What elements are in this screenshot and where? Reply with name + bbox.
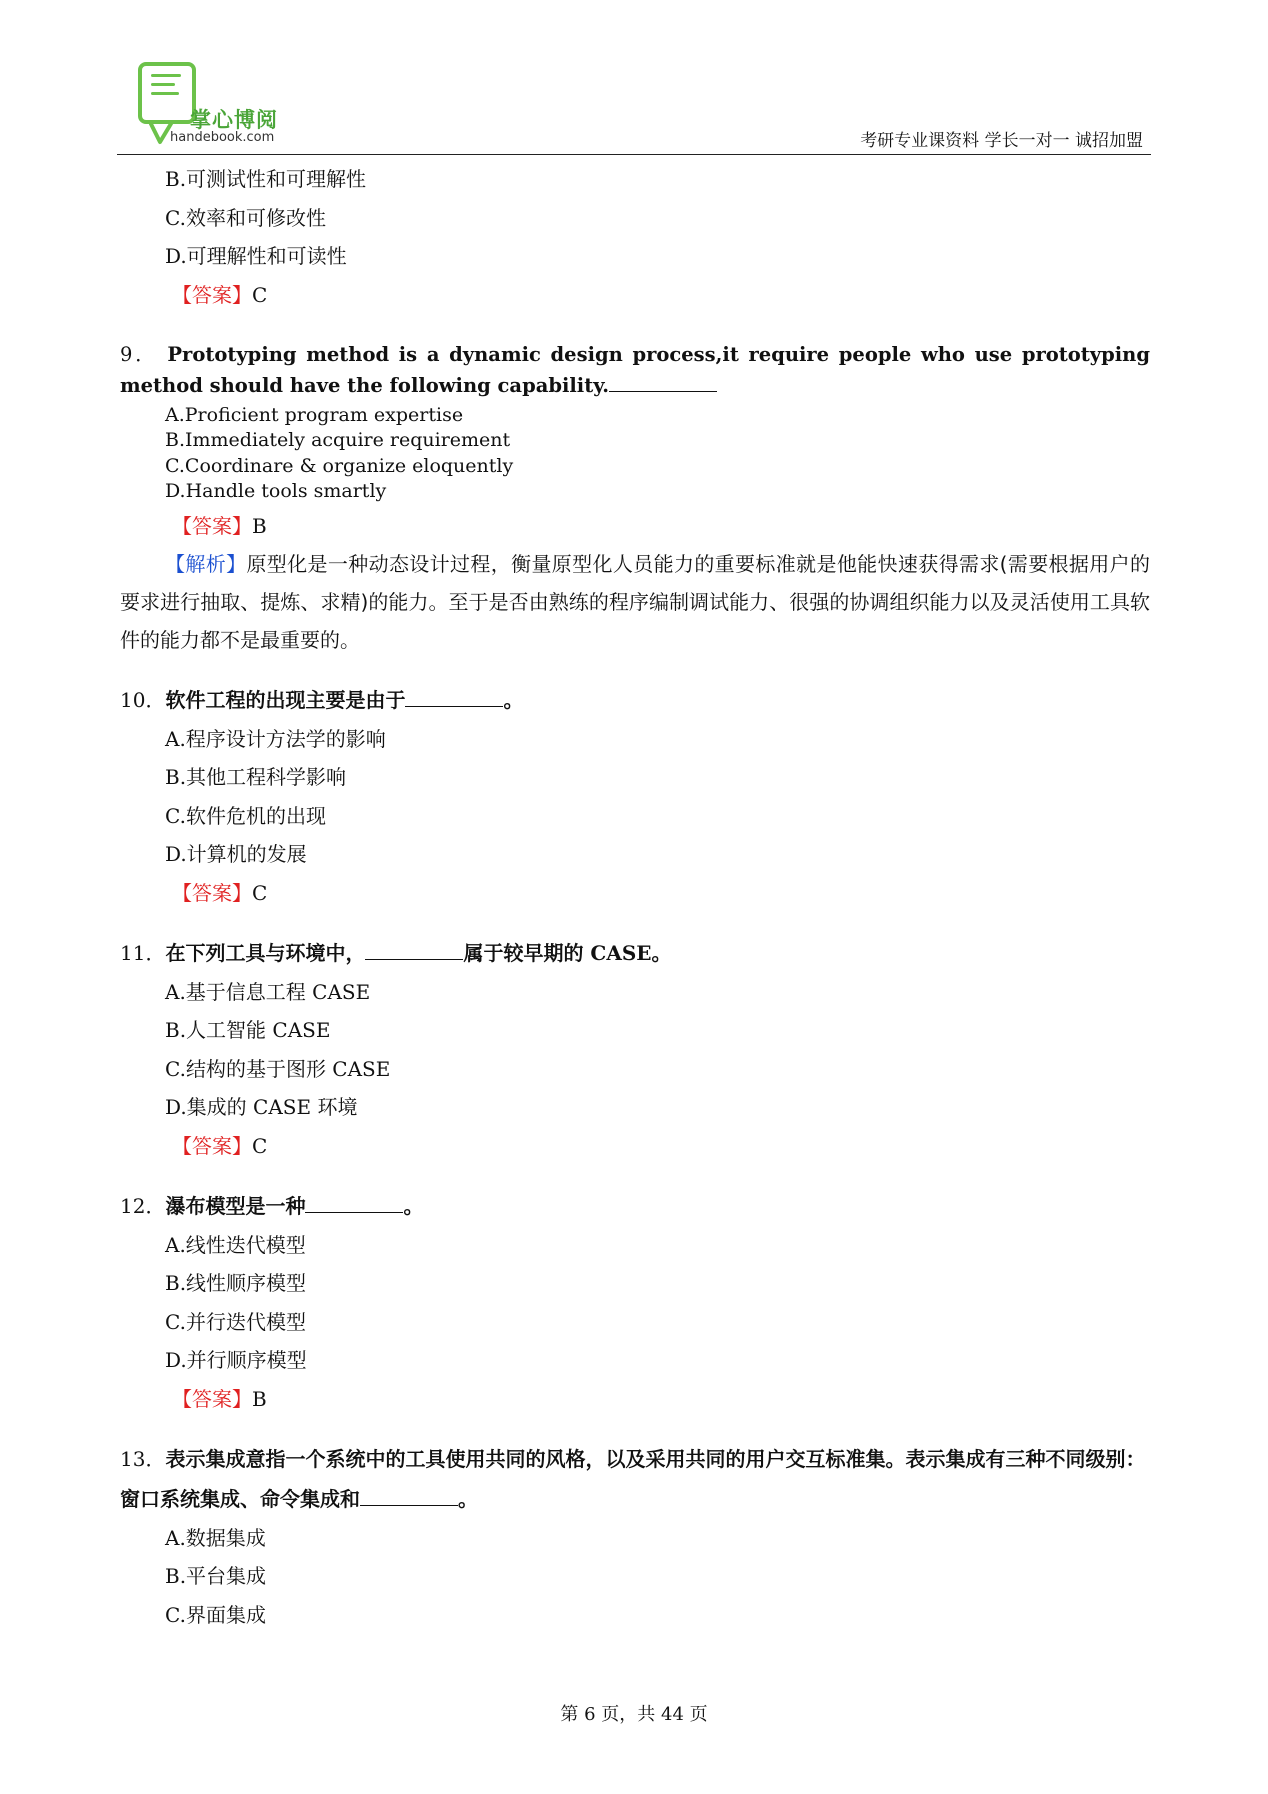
question-number: 13． <box>120 1446 166 1471</box>
option: C.界面集成 <box>165 1602 266 1627</box>
option: D.可理解性和可读性 <box>165 244 347 268</box>
page-number: 第 6 页，共 44 页 <box>560 1704 708 1725</box>
answer-value: C <box>252 880 268 905</box>
question-text: 瀑布模型是一种 <box>165 1193 306 1218</box>
question-number: 9． <box>120 342 158 366</box>
option: B.Immediately acquire requirement <box>165 429 511 451</box>
question-text: 软件工程的出现主要是由于 <box>165 687 406 712</box>
answer-blank <box>609 390 717 392</box>
option: A.程序设计方法学的影响 <box>165 726 386 751</box>
question-11-stem <box>120 933 1150 973</box>
answer-blank <box>405 705 503 707</box>
option: B.线性顺序模型 <box>165 1271 307 1295</box>
logo-url: handebook.com <box>170 130 275 145</box>
answer-tag: 【答案】 <box>172 1386 252 1411</box>
question-text: Prototyping method is a dynamic design process,it require people who use prototyping method should have the following capability. <box>120 342 1150 397</box>
answer-blank <box>365 958 463 960</box>
logo-name: 掌心博阅 <box>190 108 278 132</box>
option: C.效率和可修改性 <box>165 205 326 230</box>
question-text: 在下列工具与环境中， <box>165 940 366 965</box>
answer-tag: 【答案】 <box>172 880 252 905</box>
analysis-tag: 【解析】 <box>165 551 247 576</box>
header-divider <box>117 154 1151 155</box>
page-content <box>120 160 1150 1634</box>
answer-line <box>172 276 1150 314</box>
question-13-stem <box>120 1439 1150 1519</box>
answer-line <box>172 507 1150 545</box>
answer-value: C <box>252 1133 268 1158</box>
answer-value: C <box>252 282 268 307</box>
document-icon <box>138 62 196 124</box>
option: A.线性迭代模型 <box>165 1232 306 1257</box>
question-number: 11． <box>120 940 166 965</box>
option: C.软件危机的出现 <box>165 803 326 828</box>
option: C.并行迭代模型 <box>165 1309 306 1334</box>
analysis-paragraph <box>120 545 1150 659</box>
answer-value: B <box>252 1386 267 1411</box>
analysis-text: 原型化是一种动态设计过程，衡量原型化人员能力的重要标准就是他能快速获得需求(需要根据用户的要求进行抽取、提炼、求精)的能力。至于是否由熟练的程序编制调试能力、很强的协调组织能力以及灵活使用工具软件的能力都不是最重要的。 <box>120 551 1150 652</box>
option: D.并行顺序模型 <box>165 1348 307 1372</box>
option: C.Coordinare & organize eloquently <box>165 454 514 477</box>
answer-tag: 【答案】 <box>172 1133 252 1158</box>
question-12-stem <box>120 1186 1150 1226</box>
option: D.计算机的发展 <box>165 842 307 866</box>
answer-line <box>172 874 1150 912</box>
question-9-stem <box>120 339 1150 401</box>
question-suffix: 。 <box>458 1486 478 1511</box>
option: C.结构的基于图形 CASE <box>165 1056 391 1081</box>
brand-logo <box>130 58 280 148</box>
option: A.基于信息工程 CASE <box>165 979 371 1004</box>
question-suffix: 。 <box>403 1193 424 1218</box>
answer-tag: 【答案】 <box>172 282 252 307</box>
option: D.集成的 CASE 环境 <box>165 1095 358 1119</box>
header-tagline: 考研专业课资料 学长一对一 诚招加盟 <box>860 131 1143 151</box>
option: A.Proficient program expertise <box>165 403 464 426</box>
option: D.Handle tools smartly <box>165 480 387 502</box>
question-suffix: 。 <box>503 687 524 712</box>
answer-value: B <box>252 513 267 538</box>
question-number: 12． <box>120 1193 166 1218</box>
answer-blank <box>360 1504 458 1506</box>
option: A.数据集成 <box>165 1525 266 1550</box>
previous-question-options <box>120 160 1150 276</box>
option: B.可测试性和可理解性 <box>165 167 367 191</box>
option: B.其他工程科学影响 <box>165 765 347 789</box>
question-10-stem <box>120 680 1150 720</box>
answer-tag: 【答案】 <box>172 513 252 538</box>
answer-line <box>172 1127 1150 1165</box>
option: B.人工智能 CASE <box>165 1018 331 1042</box>
question-text: 表示集成意指一个系统中的工具使用共同的风格，以及采用共同的用户交互标准集。表示集成有三种不同级别：窗口系统集成、命令集成和 <box>120 1446 1146 1511</box>
answer-blank <box>305 1211 403 1213</box>
option: B.平台集成 <box>165 1564 267 1588</box>
answer-line <box>172 1380 1150 1418</box>
question-suffix: 属于较早期的 CASE。 <box>463 940 672 965</box>
question-number: 10． <box>120 687 166 712</box>
